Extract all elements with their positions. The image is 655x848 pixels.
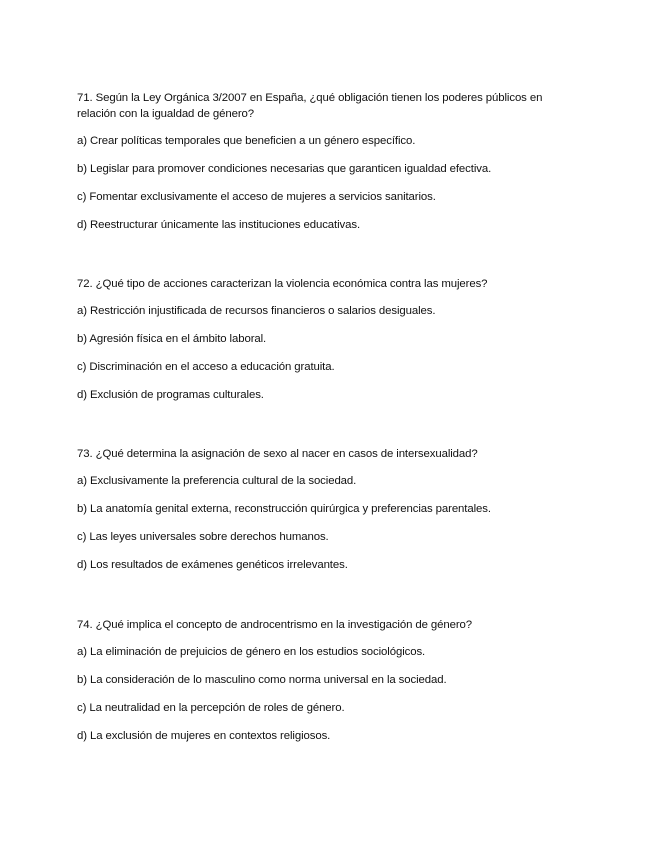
option-d: d) Reestructurar únicamente las instituciones educativas. xyxy=(77,219,361,231)
option-b: b) Legislar para promover condiciones necesarias que garanticen igualdad efectiva. xyxy=(77,163,492,175)
option-b: b) La consideración de lo masculino como norma universal en la sociedad. xyxy=(77,674,447,686)
question-74 xyxy=(77,617,577,757)
option-a: a) Crear políticas temporales que beneficien a un género específico. xyxy=(77,135,416,147)
option-c: c) La neutralidad en la percepción de roles de género. xyxy=(77,702,345,714)
question-text: 72. ¿Qué tipo de acciones caracterizan la violencia económica contra las mujeres? xyxy=(77,278,488,290)
option-c: c) Fomentar exclusivamente el acceso de mujeres a servicios sanitarios. xyxy=(77,191,436,203)
question-text: 74. ¿Qué implica el concepto de androcentrismo en la investigación de género? xyxy=(77,619,473,631)
option-c: c) Las leyes universales sobre derechos humanos. xyxy=(77,531,329,543)
option-d: d) Exclusión de programas culturales. xyxy=(77,389,264,401)
option-b: b) La anatomía genital externa, reconstrucción quirúrgica y preferencias parentales. xyxy=(77,503,491,515)
question-71 xyxy=(77,90,577,246)
question-72 xyxy=(77,276,577,416)
option-d: d) La exclusión de mujeres en contextos religiosos. xyxy=(77,730,331,742)
option-d: d) Los resultados de exámenes genéticos irrelevantes. xyxy=(77,559,348,571)
option-a: a) Exclusivamente la preferencia cultural de la sociedad. xyxy=(77,475,357,487)
question-text: 71. Según la Ley Orgánica 3/2007 en España, ¿qué obligación tienen los poderes públicos en relación con la igualdad de género? xyxy=(77,92,543,120)
option-a: a) Restricción injustificada de recursos financieros o salarios desiguales. xyxy=(77,305,436,317)
option-b: b) Agresión física en el ámbito laboral. xyxy=(77,333,267,345)
option-a: a) La eliminación de prejuicios de género en los estudios sociológicos. xyxy=(77,646,426,658)
option-c: c) Discriminación en el acceso a educación gratuita. xyxy=(77,361,335,373)
question-text: 73. ¿Qué determina la asignación de sexo al nacer en casos de intersexualidad? xyxy=(77,448,478,460)
question-73 xyxy=(77,446,577,586)
